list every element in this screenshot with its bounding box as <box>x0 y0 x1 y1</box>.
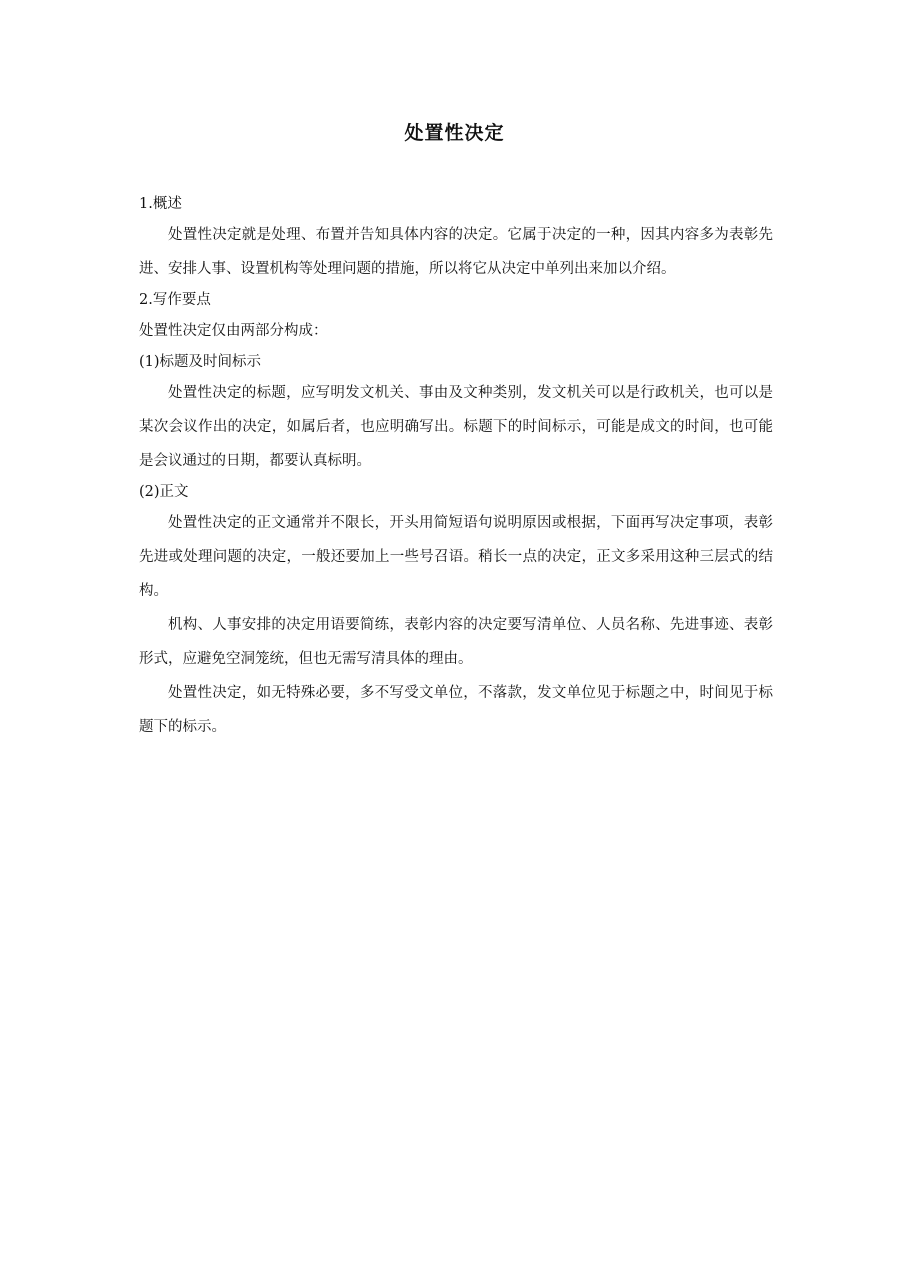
section-heading-writing-points: 2.写作要点 <box>139 292 211 308</box>
subheading-body: (2)正文 <box>139 484 189 500</box>
body-paragraph-1: 处置性决定的正文通常并不限长，开头用简短语句说明原因或根据，下面再写决定事项，表彰先进或处理问题的决定，一般还要加上一些号召语。稍长一点的决定，正文多采用这种三层式的结构。 <box>139 515 773 599</box>
structure-intro-line: 处置性决定仅由两部分构成： <box>139 323 328 339</box>
overview-paragraph: 处置性决定就是处理、布置并告知具体内容的决定。它属于决定的一种，因其内容多为表彰先进、安排人事、设置机构等处理问题的措施，所以将它从决定中单列出来加以介绍。 <box>139 227 773 277</box>
document-title: 处置性决定 <box>404 122 505 144</box>
subheading-title-and-time: (1)标题及时间标示 <box>139 354 262 370</box>
body-paragraph-2: 机构、人事安排的决定用语要简练，表彰内容的决定要写清单位、人员名称、先进事迹、表彰形式，应避免空洞笼统，但也无需写清具体的理由。 <box>139 617 773 667</box>
body-paragraph-3: 处置性决定，如无特殊必要，多不写受文单位，不落款，发文单位见于标题之中，时间见于标题下的标示。 <box>139 685 773 735</box>
document-body <box>139 190 773 744</box>
section-heading-overview: 1.概述 <box>139 196 182 212</box>
title-time-paragraph: 处置性决定的标题，应写明发文机关、事由及文种类别，发文机关可以是行政机关，也可以是某次会议作出的决定，如属后者，也应明确写出。标题下的时间标示，可能是成文的时间，也可能是会议通过的日期，都要认真标明。 <box>139 385 773 469</box>
